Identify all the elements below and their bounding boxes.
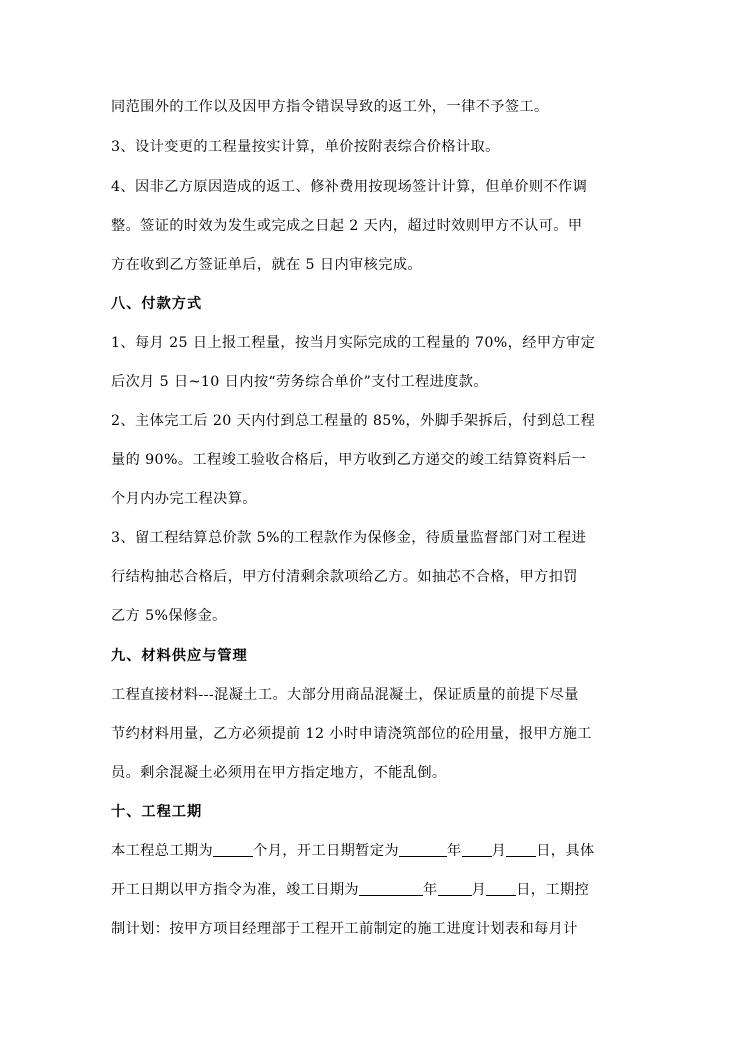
body-line: 制计划：按甲方项目经理部于工程开工前制定的施工进度计划表和每月计 bbox=[111, 921, 578, 937]
schedule-text: 日，工期控 bbox=[516, 882, 590, 898]
end-year-blank bbox=[359, 881, 423, 896]
start-day-blank bbox=[506, 842, 536, 857]
schedule-text: 开工日期以甲方指令为准，竣工日期为 bbox=[111, 882, 359, 898]
end-month-blank bbox=[438, 881, 472, 896]
duration-blank bbox=[213, 842, 253, 857]
schedule-text: 个月，开工日期暂定为 bbox=[253, 843, 400, 859]
section-heading-materials: 九、材料供应与管理 bbox=[111, 648, 248, 664]
schedule-text: 日，具体 bbox=[536, 843, 595, 859]
clause-item: 1、每月 25 日上报工程量，按当月实际完成的工程量的 70%，经甲方审定 bbox=[111, 335, 596, 351]
end-day-blank bbox=[486, 881, 516, 896]
schedule-line bbox=[111, 880, 633, 900]
schedule-text: 本工程总工期为 bbox=[111, 843, 214, 859]
clause-item: 3、设计变更的工程量按实计算，单价按附表综合价格计取。 bbox=[111, 139, 500, 155]
schedule-text: 年 bbox=[423, 882, 438, 898]
body-line: 同范围外的工作以及因甲方指令错误导致的返工外，一律不予签工。 bbox=[111, 99, 549, 115]
body-line: 节约材料用量，乙方必须提前 12 小时申请浇筑部位的砼用量，报甲方施工 bbox=[111, 726, 592, 742]
body-line: 方在收到乙方签证单后，就在 5 日内审核完成。 bbox=[111, 257, 422, 273]
body-line: 工程直接材料---混凝土工。大部分用商品混凝土，保证质量的前提下尽量 bbox=[111, 687, 579, 703]
body-line: 后次月 5 日~10 日内按“劳务综合单价”支付工程进度款。 bbox=[111, 374, 488, 390]
section-heading-payment: 八、付款方式 bbox=[111, 296, 203, 312]
body-line: 量的 90%。工程竣工验收合格后，甲方收到乙方递交的竣工结算资料后一 bbox=[111, 452, 587, 468]
schedule-line bbox=[111, 841, 633, 861]
body-line: 员。剩余混凝土必须用在甲方指定地方，不能乱倒。 bbox=[111, 765, 447, 781]
body-line: 乙方 5%保修金。 bbox=[111, 608, 227, 624]
body-line: 个月内办完工程决算。 bbox=[111, 491, 257, 507]
schedule-text: 月 bbox=[491, 843, 507, 859]
start-month-blank bbox=[462, 842, 492, 857]
section-heading-schedule: 十、工程工期 bbox=[111, 804, 203, 820]
start-year-blank bbox=[399, 842, 447, 857]
schedule-text: 月 bbox=[471, 882, 487, 898]
body-line: 行结构抽芯合格后，甲方付清剩余款项给乙方。如抽芯不合格，甲方扣罚 bbox=[111, 569, 578, 585]
clause-item: 4、因非乙方原因造成的返工、修补费用按现场签计计算，但单价则不作调 bbox=[111, 179, 588, 195]
clause-item: 2、主体完工后 20 天内付到总工程量的 85%，外脚手架拆后，付到总工程 bbox=[111, 413, 596, 429]
body-line: 整。签证的时效为发生或完成之日起 2 天内，超过时效则甲方不认可。甲 bbox=[111, 218, 583, 234]
clause-item: 3、留工程结算总价款 5%的工程款作为保修金，待质量监督部门对工程进 bbox=[111, 530, 587, 546]
schedule-text: 年 bbox=[447, 843, 462, 859]
